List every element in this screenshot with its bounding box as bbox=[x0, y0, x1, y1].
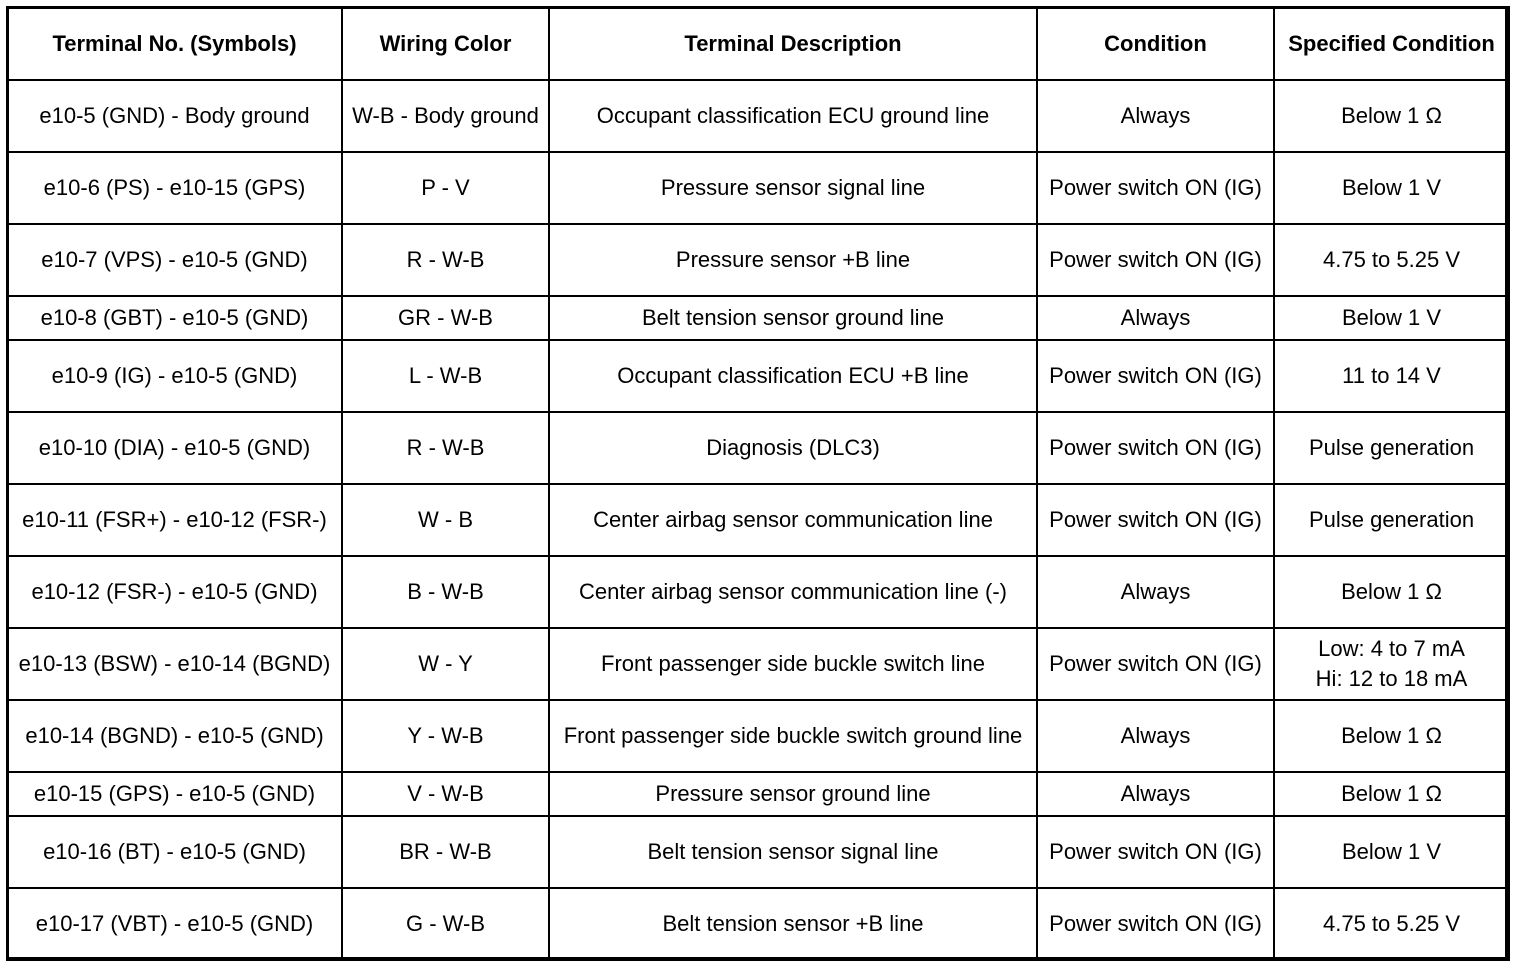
cell-description: Pressure sensor +B line bbox=[549, 224, 1037, 296]
cell-wiring-color: G - W-B bbox=[342, 888, 549, 960]
cell-condition: Always bbox=[1037, 80, 1274, 152]
cell-description: Belt tension sensor +B line bbox=[549, 888, 1037, 960]
cell-specified: Below 1 V bbox=[1274, 152, 1509, 224]
cell-terminal: e10-8 (GBT) - e10-5 (GND) bbox=[7, 296, 342, 340]
cell-terminal: e10-15 (GPS) - e10-5 (GND) bbox=[7, 772, 342, 816]
specified-low-value: Low: 4 to 7 mA bbox=[1318, 636, 1465, 661]
cell-description: Front passenger side buckle switch line bbox=[549, 628, 1037, 700]
header-terminal-description: Terminal Description bbox=[549, 7, 1037, 80]
cell-wiring-color: V - W-B bbox=[342, 772, 549, 816]
cell-description: Diagnosis (DLC3) bbox=[549, 412, 1037, 484]
header-specified-condition: Specified Condition bbox=[1274, 7, 1509, 80]
cell-terminal: e10-13 (BSW) - e10-14 (BGND) bbox=[7, 628, 342, 700]
cell-specified: Below 1 Ω bbox=[1274, 772, 1509, 816]
cell-terminal: e10-5 (GND) - Body ground bbox=[7, 80, 342, 152]
cell-specified: Below 1 V bbox=[1274, 816, 1509, 888]
cell-description: Occupant classification ECU +B line bbox=[549, 340, 1037, 412]
cell-condition: Power switch ON (IG) bbox=[1037, 628, 1274, 700]
cell-description: Pressure sensor ground line bbox=[549, 772, 1037, 816]
cell-specified: Pulse generation bbox=[1274, 484, 1509, 556]
cell-specified: 11 to 14 V bbox=[1274, 340, 1509, 412]
cell-terminal: e10-11 (FSR+) - e10-12 (FSR-) bbox=[7, 484, 342, 556]
header-terminal: Terminal No. (Symbols) bbox=[7, 7, 342, 80]
cell-wiring-color: W-B - Body ground bbox=[342, 80, 549, 152]
cell-condition: Power switch ON (IG) bbox=[1037, 340, 1274, 412]
specified-hi-value: Hi: 12 to 18 mA bbox=[1315, 666, 1468, 691]
cell-description: Center airbag sensor communication line (-) bbox=[549, 556, 1037, 628]
cell-terminal: e10-10 (DIA) - e10-5 (GND) bbox=[7, 412, 342, 484]
cell-description: Front passenger side buckle switch ground line bbox=[549, 700, 1037, 772]
cell-wiring-color: R - W-B bbox=[342, 412, 549, 484]
cell-condition: Power switch ON (IG) bbox=[1037, 224, 1274, 296]
cell-condition: Always bbox=[1037, 556, 1274, 628]
cell-condition: Always bbox=[1037, 296, 1274, 340]
cell-condition: Power switch ON (IG) bbox=[1037, 816, 1274, 888]
cell-specified: Below 1 V bbox=[1274, 296, 1509, 340]
cell-condition: Power switch ON (IG) bbox=[1037, 888, 1274, 960]
cell-wiring-color: W - Y bbox=[342, 628, 549, 700]
cell-description: Center airbag sensor communication line bbox=[549, 484, 1037, 556]
cell-terminal: e10-17 (VBT) - e10-5 (GND) bbox=[7, 888, 342, 960]
cell-description: Pressure sensor signal line bbox=[549, 152, 1037, 224]
cell-wiring-color: L - W-B bbox=[342, 340, 549, 412]
cell-specified: Pulse generation bbox=[1274, 412, 1509, 484]
header-condition: Condition bbox=[1037, 7, 1274, 80]
cell-condition: Power switch ON (IG) bbox=[1037, 484, 1274, 556]
cell-wiring-color: Y - W-B bbox=[342, 700, 549, 772]
cell-terminal: e10-9 (IG) - e10-5 (GND) bbox=[7, 340, 342, 412]
cell-wiring-color: B - W-B bbox=[342, 556, 549, 628]
cell-wiring-color: W - B bbox=[342, 484, 549, 556]
cell-specified: 4.75 to 5.25 V bbox=[1274, 888, 1509, 960]
header-wiring-color: Wiring Color bbox=[342, 7, 549, 80]
cell-specified: Below 1 Ω bbox=[1274, 80, 1509, 152]
cell-terminal: e10-16 (BT) - e10-5 (GND) bbox=[7, 816, 342, 888]
cell-terminal: e10-12 (FSR-) - e10-5 (GND) bbox=[7, 556, 342, 628]
cell-description: Belt tension sensor ground line bbox=[549, 296, 1037, 340]
cell-wiring-color: BR - W-B bbox=[342, 816, 549, 888]
cell-description: Occupant classification ECU ground line bbox=[549, 80, 1037, 152]
cell-terminal: e10-14 (BGND) - e10-5 (GND) bbox=[7, 700, 342, 772]
cell-specified: Below 1 Ω bbox=[1274, 556, 1509, 628]
cell-terminal: e10-6 (PS) - e10-15 (GPS) bbox=[7, 152, 342, 224]
cell-specified: Below 1 Ω bbox=[1274, 700, 1509, 772]
table-outer-border bbox=[6, 6, 1508, 960]
cell-wiring-color: GR - W-B bbox=[342, 296, 549, 340]
cell-condition: Power switch ON (IG) bbox=[1037, 412, 1274, 484]
cell-condition: Power switch ON (IG) bbox=[1037, 152, 1274, 224]
cell-terminal: e10-7 (VPS) - e10-5 (GND) bbox=[7, 224, 342, 296]
cell-description: Belt tension sensor signal line bbox=[549, 816, 1037, 888]
cell-condition: Always bbox=[1037, 772, 1274, 816]
cell-specified: 4.75 to 5.25 V bbox=[1274, 224, 1509, 296]
cell-wiring-color: R - W-B bbox=[342, 224, 549, 296]
cell-wiring-color: P - V bbox=[342, 152, 549, 224]
cell-condition: Always bbox=[1037, 700, 1274, 772]
